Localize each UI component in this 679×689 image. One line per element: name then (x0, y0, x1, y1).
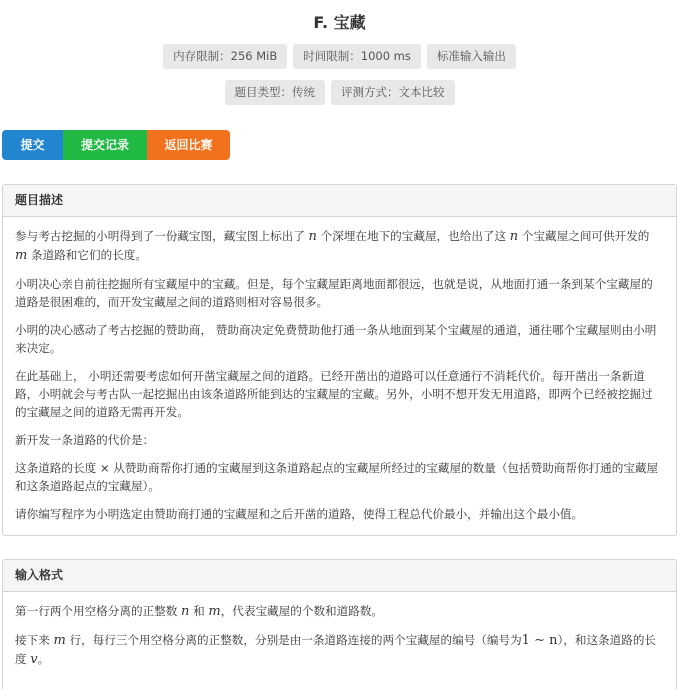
text-span: 行，每行三个用空格分离的正整数，分别是由一条道路连接的两个宝藏屋的编号（编号为 (65, 633, 522, 647)
type-row (0, 80, 679, 105)
description-paragraph: 在此基础上， 小明还需要考虑如何开凿宝藏屋之间的道路。已经开凿出的道路可以任意通行不消耗代价。每开凿出一条新道路，小明就会与考古队一起挖掘出由该条道路所能到达的宝藏屋的宝藏。另外，小明不想开发无用道路，即两个已经被挖掘过的宝藏屋之间的道路无需再开发。 (15, 369, 653, 419)
math-var: n (509, 229, 519, 244)
time-limit-label: 时间限制：1000 ms (293, 44, 421, 69)
text-span: ，代表宝藏屋的个数和道路数。 (220, 604, 384, 618)
description-card (2, 184, 677, 536)
input-format-heading: 输入格式 (3, 560, 676, 592)
math-var: n (308, 229, 317, 244)
page-title: F. 宝藏 (313, 13, 366, 32)
math-expr: 1 ∼ n (521, 633, 558, 648)
text-span: 第一行两个用空格分离的正整数 (15, 604, 178, 618)
action-buttons (2, 130, 230, 160)
text-span: 个宝藏屋之间可供开发的 (518, 229, 650, 243)
description-heading: 题目描述 (3, 185, 676, 217)
io-label: 标准输入输出 (427, 44, 516, 69)
text-span: ），和这条道路的长度 (15, 633, 657, 666)
input-format-paragraph (15, 602, 662, 621)
input-format-paragraph (15, 631, 662, 669)
submit-button[interactable]: 提交 (2, 130, 63, 160)
input-format-card (2, 559, 677, 689)
memory-limit-label: 内存限制：256 MiB (163, 44, 287, 69)
math-var: n (181, 604, 190, 619)
judge-method-label: 评测方式：文本比较 (331, 80, 455, 105)
math-var: m (53, 633, 66, 648)
text-span: 条道路和它们的长度。 (27, 248, 147, 262)
input-format-body (3, 592, 676, 669)
problem-type-label: 题目类型：传统 (225, 80, 326, 105)
description-paragraph: 请你编写程序为小明选定由赞助商打通的宝藏屋和之后开凿的道路，使得工程总代价最小，并输出这个最小值。 (15, 507, 584, 521)
text-span: 和 (189, 604, 205, 618)
description-paragraph: 小明决心亲自前往挖掘所有宝藏屋中的宝藏。但是，每个宝藏屋距离地面都很远，也就是说，从地面打通一条到某个宝藏屋的道路是很困难的，而开发宝藏屋之间的道路则相对容易很多。 (15, 277, 653, 309)
text-span: 接下来 (15, 633, 50, 647)
math-var: m (208, 604, 221, 619)
submission-records-button[interactable]: 提交记录 (63, 130, 147, 160)
description-paragraph: 这条道路的长度 × 从赞助商帮你打通的宝藏屋到这条道路起点的宝藏屋所经过的宝藏屋的数量（包括赞助商帮你打通的宝藏屋和这条道路起点的宝藏屋）。 (15, 461, 659, 493)
description-paragraph (15, 227, 662, 265)
description-paragraph: 小明的决心感动了考古挖掘的赞助商， 赞助商决定免费赞助他打通一条从地面到某个宝藏屋的通道，通往哪个宝藏屋则由小明来决定。 (15, 323, 657, 355)
text-span: 个深埋在地下的宝藏屋，也给出了这 (316, 229, 507, 243)
math-var: m (15, 248, 28, 263)
description-body (3, 217, 676, 523)
math-var: v (30, 652, 38, 667)
back-to-contest-button[interactable]: 返回比赛 (147, 130, 230, 160)
text-span: 。 (37, 652, 50, 666)
limits-row (0, 44, 679, 69)
text-span: 参与考古挖掘的小明得到了一份藏宝图，藏宝图上标出了 (15, 229, 305, 243)
description-paragraph: 新开发一条道路的代价是： (15, 433, 155, 447)
